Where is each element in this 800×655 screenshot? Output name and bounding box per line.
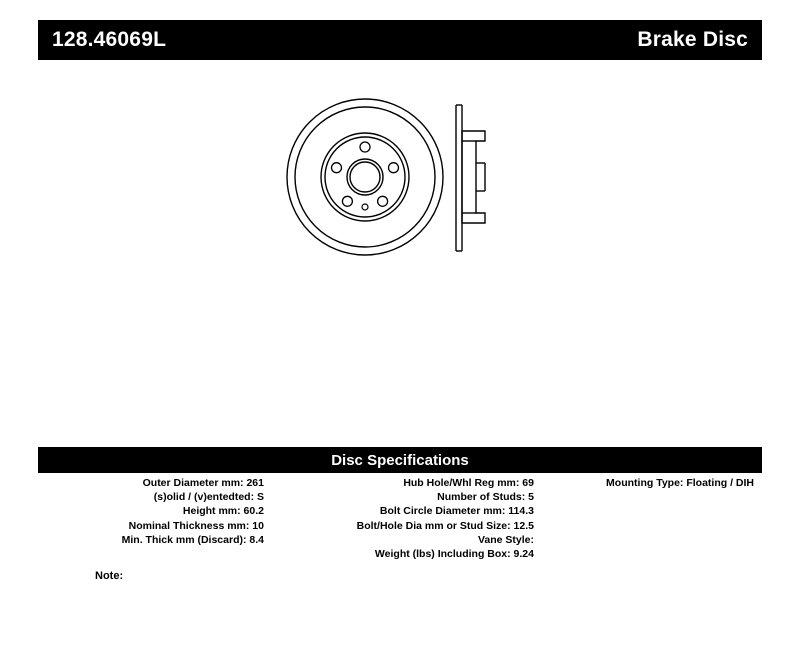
- spec-line: Vane Style:: [477, 533, 534, 546]
- brake-rotor-drawing: [280, 95, 540, 275]
- spec-line: Outer Diameter mm: 261: [142, 477, 264, 489]
- spec-line: Min. Thick mm (Discard): 8.4: [121, 533, 264, 546]
- specifications-columns: [38, 476, 762, 561]
- spec-line: Height mm: 60.2: [182, 505, 264, 518]
- spec-line: Bolt/Hole Dia mm or Stud Size: 12.5: [356, 519, 534, 532]
- disc-specifications-bar: [38, 447, 762, 473]
- product-type: Brake Disc: [637, 28, 748, 51]
- specifications-right-column: [540, 476, 762, 561]
- spec-line: Mounting Type: Floating / DIH: [606, 477, 754, 489]
- spec-line: Weight (lbs) Including Box: 9.24: [374, 548, 534, 561]
- specifications-left-column: [38, 476, 270, 561]
- header-bar: [38, 20, 762, 60]
- spec-line: (s)olid / (v)entedted: S: [153, 491, 264, 504]
- spec-line: Nominal Thickness mm: 10: [128, 519, 264, 532]
- specifications-middle-column: [270, 476, 540, 561]
- spec-line: Hub Hole/Whl Reg mm: 69: [403, 477, 534, 489]
- note-label: Note:: [95, 570, 124, 582]
- spec-line: Number of Studs: 5: [437, 491, 534, 504]
- spec-line: Bolt Circle Diameter mm: 114.3: [379, 505, 534, 518]
- part-number: 128.46069L: [52, 28, 167, 51]
- disc-specifications-title: Disc Specifications: [331, 451, 469, 469]
